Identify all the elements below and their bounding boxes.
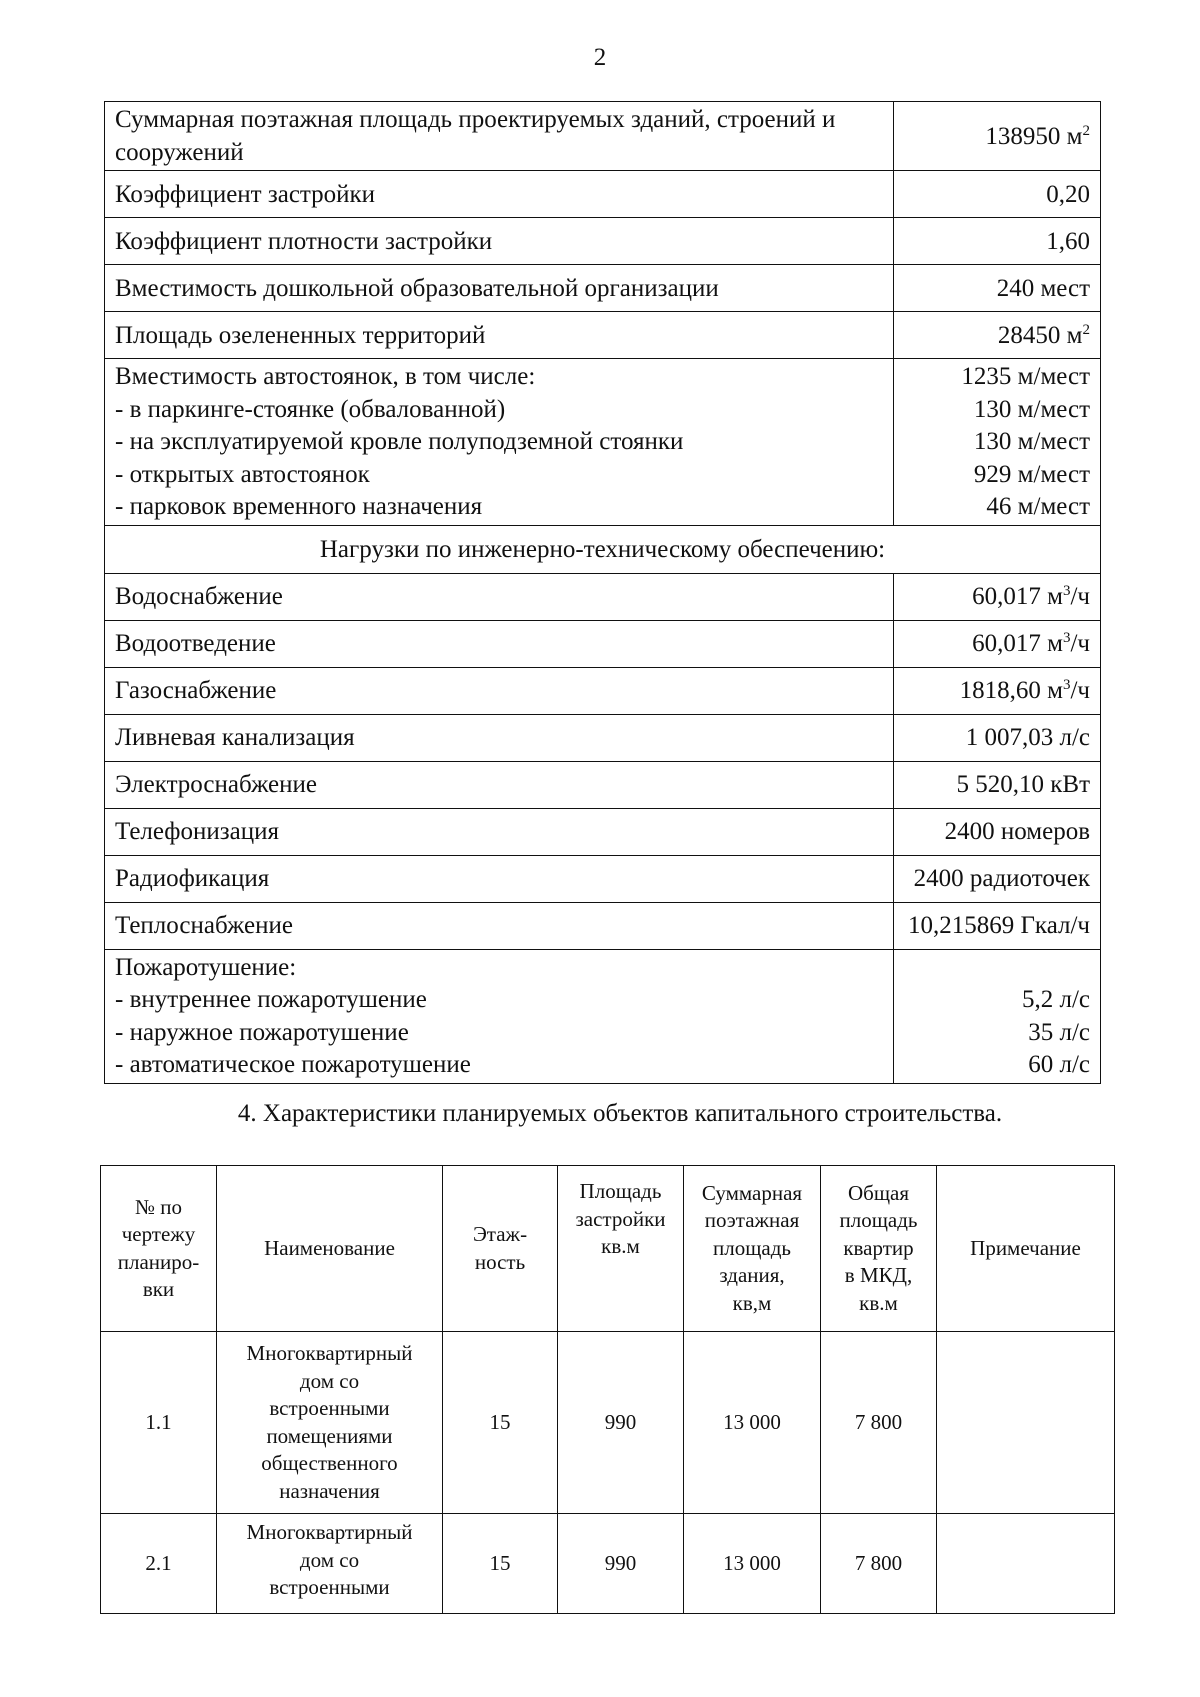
row-value: 240 мест bbox=[894, 265, 1101, 312]
page-number: 2 bbox=[593, 44, 607, 71]
parking-row bbox=[105, 359, 1101, 526]
header-cell-footprint: Площадь застройки кв.м bbox=[558, 1166, 684, 1332]
loads-heading: Нагрузки по инженерно-техническому обеспечению: bbox=[105, 525, 1101, 573]
cell-floors: 15 bbox=[443, 1514, 558, 1614]
table-row bbox=[105, 265, 1101, 312]
row-value: 60,017 $м^3/ч$ bbox=[894, 620, 1101, 667]
table-row bbox=[105, 573, 1101, 620]
fire-value: 60 л/с bbox=[1028, 1051, 1090, 1078]
table-row bbox=[105, 761, 1101, 808]
row-label: Газоснабжение bbox=[105, 667, 894, 714]
cell-footprint: 990 bbox=[558, 1514, 684, 1614]
table-row bbox=[101, 1332, 1115, 1514]
row-value: 60,017 $м^3/ч$ bbox=[894, 573, 1101, 620]
row-label: Телефонизация bbox=[105, 808, 894, 855]
fire-label: - автоматическое пожаротушение bbox=[115, 1051, 471, 1078]
cell-name: Многоквартирный дом со встроенными bbox=[217, 1514, 443, 1614]
cell-total-area: 13 000 bbox=[684, 1332, 821, 1514]
fire-row bbox=[105, 949, 1101, 1083]
cell-apartments-area: 7 800 bbox=[821, 1514, 937, 1614]
indicators-table bbox=[104, 101, 1101, 1084]
fire-values bbox=[894, 949, 1101, 1083]
row-value: 138950 $м^2$ bbox=[894, 102, 1101, 171]
table-header-row bbox=[101, 1166, 1115, 1332]
table-row bbox=[105, 102, 1101, 171]
header-cell-note: Примечание bbox=[937, 1166, 1115, 1332]
table-row bbox=[105, 312, 1101, 359]
parking-value: 1235 м/мест bbox=[961, 363, 1090, 390]
header-cell-name: Наименование bbox=[217, 1166, 443, 1332]
row-label: Водоотведение bbox=[105, 620, 894, 667]
row-value: 0,20 bbox=[894, 171, 1101, 218]
cell-note bbox=[937, 1514, 1115, 1614]
row-value: 10,215869 Гкал/ч bbox=[894, 902, 1101, 949]
cell-apartments-area: 7 800 bbox=[821, 1332, 937, 1514]
parking-label: - в паркинге-стоянке (обвалованной) bbox=[115, 395, 506, 423]
section-heading: 4. Характеристики планируемых объектов капитального строительства. bbox=[237, 1100, 1003, 1127]
parking-label: - на эксплуатируемой кровле полуподземной стоянки bbox=[115, 428, 684, 455]
header-cell-apartments-area: Общая площадь квартир в МКД, кв.м bbox=[821, 1166, 937, 1332]
table-row bbox=[105, 171, 1101, 218]
row-value: 2400 радиоточек bbox=[894, 855, 1101, 902]
row-value: 1 007,03 л/с bbox=[894, 714, 1101, 761]
row-label: Радиофикация bbox=[105, 855, 894, 902]
fire-value: 35 л/с bbox=[1028, 1018, 1090, 1046]
fire-label: - наружное пожаротушение bbox=[115, 1018, 409, 1046]
table-row bbox=[105, 667, 1101, 714]
row-label: Электроснабжение bbox=[105, 761, 894, 808]
cell-name: Многоквартирный дом со встроенными помещениями общественного назначения bbox=[217, 1332, 443, 1514]
row-label: Водоснабжение bbox=[105, 573, 894, 620]
header-cell-floors: Этаж- ность bbox=[443, 1166, 558, 1332]
parking-value: 130 м/мест bbox=[973, 428, 1090, 455]
parking-labels bbox=[105, 359, 894, 526]
cell-footprint: 990 bbox=[558, 1332, 684, 1514]
parking-value: 46 м/мест bbox=[986, 493, 1090, 520]
row-label: Суммарная поэтажная площадь проектируемых зданий, строений и сооружений bbox=[105, 102, 894, 171]
cell-note bbox=[937, 1332, 1115, 1514]
table-row bbox=[105, 808, 1101, 855]
cell-total-area: 13 000 bbox=[684, 1514, 821, 1614]
parking-value: 130 м/мест bbox=[973, 395, 1090, 423]
fire-value: 5,2 л/с bbox=[1021, 986, 1090, 1013]
objects-table bbox=[100, 1165, 1115, 1614]
fire-labels bbox=[105, 949, 894, 1083]
table-row bbox=[105, 855, 1101, 902]
row-value: 1818,60 $м^3/ч$ bbox=[894, 667, 1101, 714]
row-label: Коэффициент плотности застройки bbox=[105, 218, 894, 265]
row-label: Ливневая канализация bbox=[105, 714, 894, 761]
row-label: Теплоснабжение bbox=[105, 902, 894, 949]
row-value: 28450 $м^2$ bbox=[894, 312, 1101, 359]
parking-values bbox=[894, 359, 1101, 526]
table-row bbox=[101, 1514, 1115, 1614]
row-value: 1,60 bbox=[894, 218, 1101, 265]
cell-floors: 15 bbox=[443, 1332, 558, 1514]
header-cell-number: № по чертежу планиро- вки bbox=[101, 1166, 217, 1332]
parking-label: - открытых автостоянок bbox=[115, 460, 370, 488]
parking-label: Вместимость автостоянок, в том числе: bbox=[115, 363, 536, 390]
parking-label: - парковок временного назначения bbox=[115, 493, 483, 520]
table-row bbox=[105, 620, 1101, 667]
row-label: Вместимость дошкольной образовательной организации bbox=[105, 265, 894, 312]
row-label: Коэффициент застройки bbox=[105, 171, 894, 218]
table-row bbox=[105, 714, 1101, 761]
header-cell-total-area: Суммарная поэтажная площадь здания, кв,м bbox=[684, 1166, 821, 1332]
table-row bbox=[105, 902, 1101, 949]
row-label: Площадь озелененных территорий bbox=[105, 312, 894, 359]
parking-value: 929 м/мест bbox=[973, 460, 1090, 488]
fire-title: Пожаротушение: bbox=[115, 953, 297, 981]
section-row bbox=[105, 525, 1101, 573]
table-row bbox=[105, 218, 1101, 265]
row-value: 5 520,10 кВт bbox=[894, 761, 1101, 808]
cell-number: 1.1 bbox=[101, 1332, 217, 1514]
fire-label: - внутреннее пожаротушение bbox=[115, 986, 427, 1013]
row-value: 2400 номеров bbox=[894, 808, 1101, 855]
cell-number: 2.1 bbox=[101, 1514, 217, 1614]
